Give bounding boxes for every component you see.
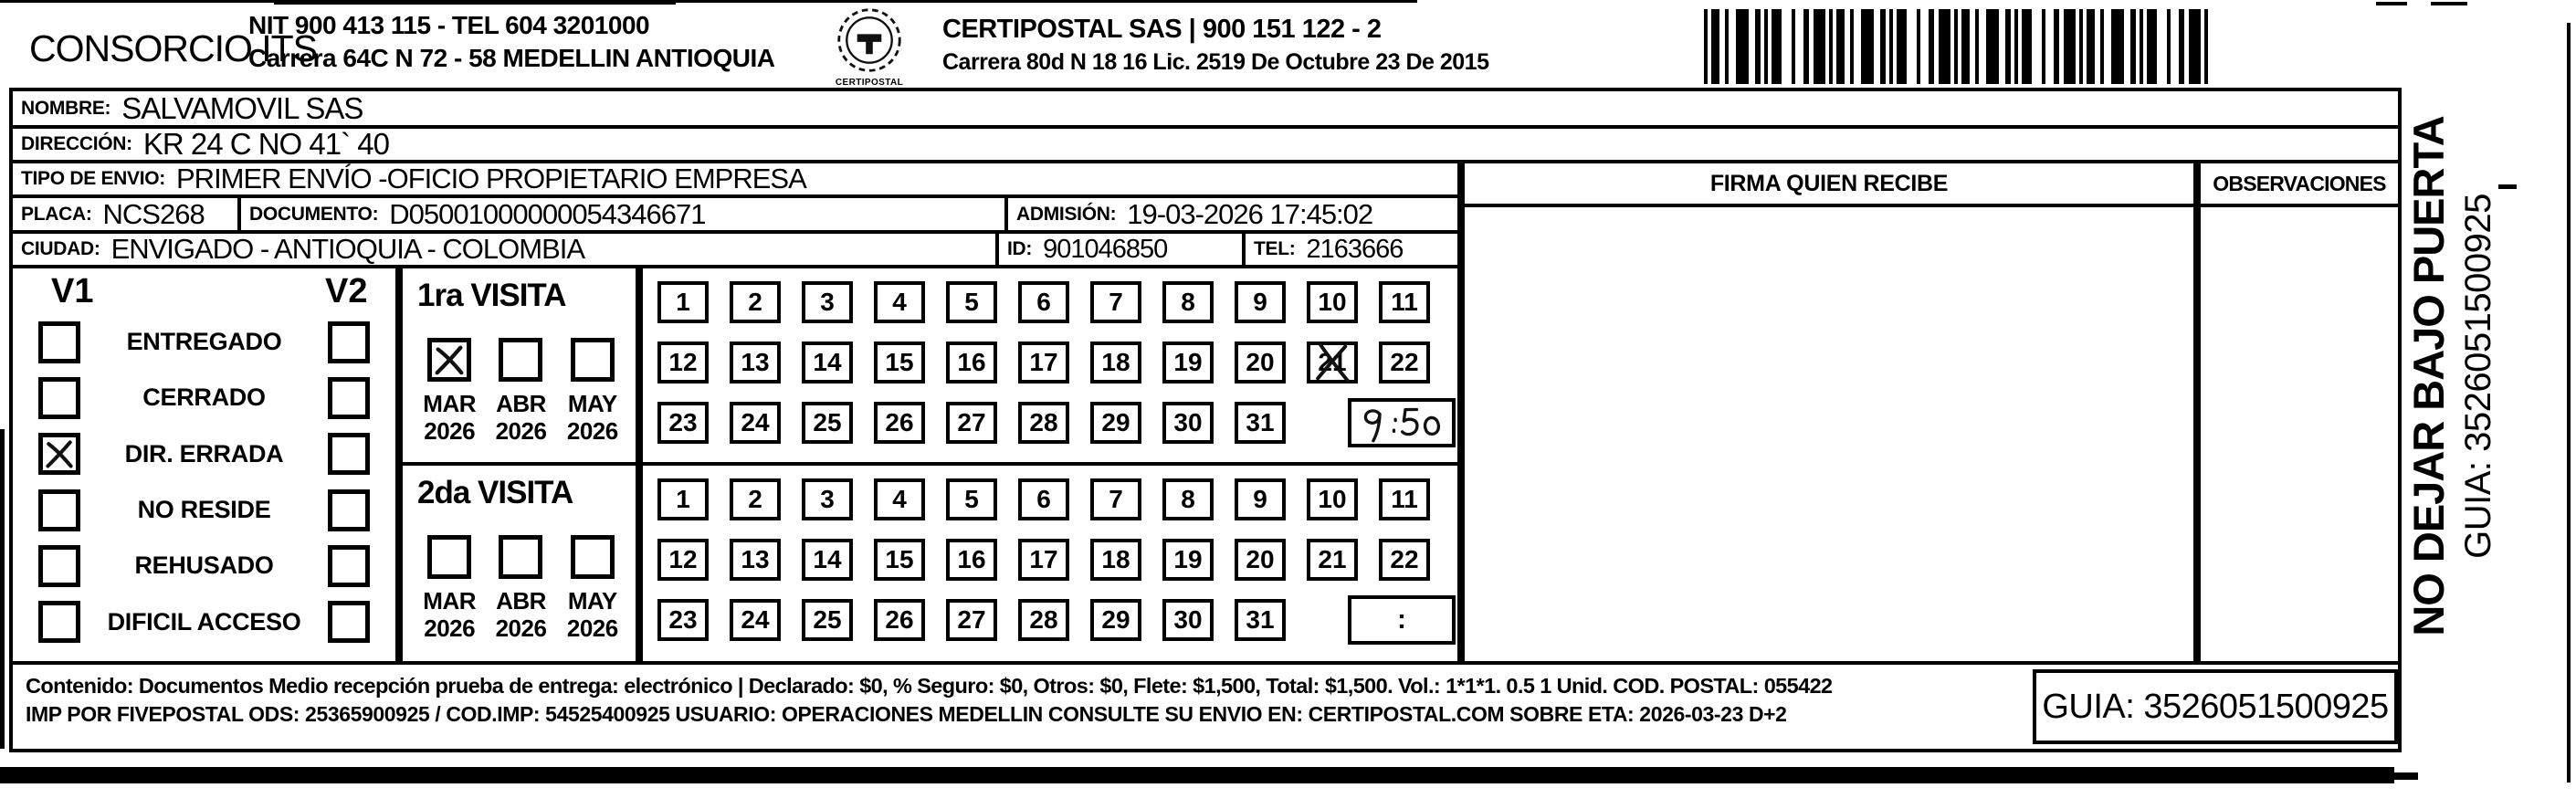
barcode-bar [2189, 9, 2201, 84]
barcode-bar [1954, 9, 1958, 84]
day-cell-2: 2 [730, 281, 781, 323]
day-cell-6: 6 [1018, 281, 1069, 323]
status-option-row [38, 321, 370, 363]
month-checkbox-mar [427, 535, 471, 579]
id-value: 901046850 [1043, 234, 1168, 264]
day-cell-14: 14 [802, 539, 853, 581]
day-cell-1: 1 [657, 281, 709, 323]
scan-top-edge-segment [274, 0, 676, 5]
barcode-bar [2022, 9, 2032, 84]
v1-checkbox-cerrado [38, 377, 80, 419]
carrier-address-line: Carrera 80d N 18 16 Lic. 2519 De Octubre 23 De 2015 [942, 49, 1489, 75]
scan-bottom-bar [0, 767, 2394, 783]
day-cell-1: 1 [657, 478, 709, 520]
barcode-bar [1755, 9, 1761, 84]
documento-cell [237, 194, 1008, 234]
sender-company-name: CONSORCIO ITS [29, 27, 318, 69]
barcode-bar [1850, 9, 1854, 84]
carrier-name-line: CERTIPOSTAL SAS | 900 151 122 - 2 [942, 15, 1382, 44]
sender-address: Carrera 64C N 72 - 58 MEDELLIN ANTIOQUIA [248, 44, 775, 72]
status-option-label: CERRADO [142, 383, 266, 412]
side-note-guia: GUIA: 3526051500925 [2458, 194, 2498, 559]
certipostal-logo [831, 5, 908, 95]
month-option-mar [414, 535, 485, 642]
day-cell-3: 3 [802, 281, 853, 323]
month-label: MAR [423, 390, 477, 417]
barcode-bar [2064, 9, 2076, 84]
barcode-bar [1736, 9, 1749, 84]
nombre-label: NOMBRE: [21, 97, 111, 119]
day-cell-22: 22 [1379, 341, 1430, 383]
day-cell-9: 9 [1235, 478, 1286, 520]
first-visit-months [414, 338, 628, 445]
v2-checkbox-cerrado [328, 377, 370, 419]
status-option-row [38, 377, 370, 419]
v2-checkbox-no-reside [328, 489, 370, 531]
month-checkbox-abr [499, 535, 542, 579]
day-cell-14: 14 [802, 341, 853, 383]
day-cell-18: 18 [1090, 539, 1141, 581]
barcode-bar [1939, 9, 1950, 84]
barcode-bar [1975, 9, 1979, 84]
handwritten-time [1352, 402, 1451, 444]
barcode-bar [2054, 9, 2059, 84]
day-cell-29: 29 [1090, 402, 1141, 444]
scan-left-edge-line [0, 429, 5, 749]
day-cell-31: 31 [1235, 402, 1286, 444]
day-cell-12: 12 [657, 341, 709, 383]
barcode-bar [1711, 9, 1719, 84]
side-note-rotated-block [2403, 86, 2511, 667]
second-visit-months [414, 535, 628, 642]
admision-value: 19-03-2026 17:45:02 [1127, 197, 1373, 230]
day-cell-5: 5 [946, 281, 997, 323]
scan-top-dash-1 [2376, 2, 2407, 5]
month-label: ABR [496, 390, 546, 417]
day-row [657, 599, 1286, 641]
observaciones-header: OBSERVACIONES [2201, 163, 2398, 207]
first-visit-panel [399, 265, 639, 466]
month-year: 2026 [566, 417, 618, 445]
barcode-bar [2100, 9, 2104, 84]
day-row [657, 478, 1430, 520]
second-visit-panel [399, 462, 639, 665]
month-year: 2026 [495, 615, 547, 642]
ciudad-value: ENVIGADO - ANTIOQUIA - COLOMBIA [110, 233, 585, 265]
month-year: 2026 [566, 615, 618, 642]
visit-time-box [1348, 398, 1456, 447]
barcode-bar [1861, 9, 1874, 84]
id-cell [995, 230, 1246, 268]
firma-blank-area [1465, 207, 2193, 216]
day-cell-19: 19 [1162, 539, 1214, 581]
day-cell-2: 2 [730, 478, 781, 520]
handwritten-x-mark [43, 437, 76, 470]
firma-column [1461, 160, 2197, 665]
barcode-bar [2204, 9, 2208, 84]
barcode-bar [1725, 9, 1729, 84]
placa-cell [9, 194, 241, 234]
barcode-bar [1917, 9, 1920, 84]
day-cell-24: 24 [730, 402, 781, 444]
day-cell-4: 4 [874, 478, 925, 520]
month-checkbox-may [571, 338, 615, 382]
month-option-abr [485, 338, 556, 445]
day-cell-31: 31 [1235, 599, 1286, 641]
day-cell-7: 7 [1090, 281, 1141, 323]
guia-number: GUIA: 3526051500925 [2042, 687, 2389, 726]
barcode-bar [2179, 9, 2184, 84]
handwritten-x-mark [432, 342, 467, 377]
day-cell-12: 12 [657, 539, 709, 581]
first-visit-day-grid [639, 265, 1461, 466]
day-cell-29: 29 [1090, 599, 1141, 641]
day-cell-21: 21 [1307, 341, 1358, 383]
barcode-bar [2140, 9, 2143, 84]
tel-value: 2163666 [1306, 234, 1404, 264]
documento-label: DOCUMENTO: [249, 203, 379, 225]
day-row [657, 341, 1430, 383]
month-label: MAY [567, 587, 617, 615]
certipostal-logo-text: CERTIPOSTAL [835, 78, 904, 88]
admision-label: ADMISIÓN: [1016, 203, 1117, 225]
firma-header: FIRMA QUIEN RECIBE [1465, 163, 2193, 207]
day-cell-28: 28 [1018, 599, 1069, 641]
day-cell-23: 23 [657, 599, 709, 641]
tracking-barcode [1704, 9, 2224, 84]
month-year: 2026 [424, 615, 476, 642]
scan-right-edge-line [2567, 23, 2571, 783]
placa-value: NCS268 [102, 197, 205, 230]
barcode-bar [2042, 9, 2045, 84]
time-placeholder-colon: : [1397, 604, 1406, 635]
barcode-bar [1772, 9, 1782, 84]
side-note [2403, 86, 2511, 667]
day-cell-24: 24 [730, 599, 781, 641]
tel-cell [1242, 230, 1461, 268]
v1-checkbox-dificil-acceso [38, 601, 80, 643]
status-option-row [38, 601, 370, 643]
day-cell-27: 27 [946, 599, 997, 641]
admision-cell [1004, 194, 1461, 234]
day-cell-30: 30 [1162, 402, 1214, 444]
observaciones-column [2197, 160, 2402, 665]
month-year: 2026 [424, 417, 476, 445]
month-checkbox-may [571, 535, 615, 579]
second-visit-title: 2da VISITA [417, 475, 573, 510]
v1-checkbox-no-reside [38, 489, 80, 531]
day-cell-27: 27 [946, 402, 997, 444]
tipo-envio-value: PRIMER ENVÍO -OFICIO PROPIETARIO EMPRESA [176, 163, 806, 194]
status-option-label: REHUSADO [134, 552, 274, 580]
scan-top-edge-line [0, 0, 1417, 3]
day-cell-20: 20 [1235, 341, 1286, 383]
barcode-bar [1897, 9, 1907, 84]
day-cell-5: 5 [946, 478, 997, 520]
barcode-bar [2147, 9, 2157, 84]
status-option-label: NO RESIDE [137, 496, 271, 524]
second-visit-day-grid [639, 462, 1461, 665]
barcode-bar [1803, 9, 1809, 84]
month-label: MAY [567, 390, 617, 417]
barcode-bar [2087, 9, 2095, 84]
barcode-bar [2079, 9, 2083, 84]
status-option-label: ENTREGADO [126, 328, 282, 356]
barcode-bar [2005, 9, 2011, 84]
day-cell-6: 6 [1018, 478, 1069, 520]
v2-checkbox-dir-errada [328, 433, 370, 475]
v1-checkbox-rehusado [38, 545, 80, 587]
observaciones-blank-area [2201, 207, 2398, 216]
scan-top-dash-2 [2431, 2, 2467, 5]
day-cell-4: 4 [874, 281, 925, 323]
day-cell-3: 3 [802, 478, 853, 520]
barcode-bar [1792, 9, 1795, 84]
day-cell-26: 26 [874, 402, 925, 444]
visit2-column-header: V2 [325, 272, 368, 310]
status-option-row [38, 489, 370, 531]
day-row [657, 539, 1430, 581]
status-option-row [38, 433, 370, 475]
nombre-row [9, 88, 2402, 129]
day-cell-8: 8 [1162, 281, 1214, 323]
day-cell-9: 9 [1235, 281, 1286, 323]
status-option-row [38, 545, 370, 587]
day-cell-19: 19 [1162, 341, 1214, 383]
day-row [657, 281, 1430, 323]
day-cell-15: 15 [874, 341, 925, 383]
placa-label: PLACA: [21, 203, 92, 225]
day-cell-30: 30 [1162, 599, 1214, 641]
footer-imp-line: IMP POR FIVEPOSTAL ODS: 25365900925 / COD.IMP: 54525400925 USUARIO: OPERACIONES MEDELLIN CONSULTE SU ENVIO EN: CERTIPOSTAL.COM SOBRE ETA: 2026-03-23 D+2 [26, 702, 1787, 726]
month-option-mar [414, 338, 485, 445]
month-checkbox-mar [427, 338, 471, 382]
month-year: 2026 [495, 417, 547, 445]
delivery-status-options [13, 314, 395, 650]
day-cell-25: 25 [802, 402, 853, 444]
day-cell-7: 7 [1090, 478, 1141, 520]
first-visit-title: 1ra VISITA [417, 278, 566, 313]
certipostal-logo-icon [835, 5, 904, 75]
day-cell-26: 26 [874, 599, 925, 641]
barcode-bar [1961, 9, 1970, 84]
v2-checkbox-rehusado [328, 545, 370, 587]
day-cell-28: 28 [1018, 402, 1069, 444]
ciudad-cell [9, 230, 999, 268]
id-label: ID: [1007, 238, 1033, 259]
sender-nit-tel: NIT 900 413 115 - TEL 604 3201000 [248, 11, 650, 39]
barcode-bar [1814, 9, 1825, 84]
day-cell-21: 21 [1307, 539, 1358, 581]
barcode-bar [1986, 9, 1999, 84]
visit-time-box [1348, 595, 1456, 645]
day-cell-13: 13 [730, 539, 781, 581]
day-cell-22: 22 [1379, 539, 1430, 581]
v1-checkbox-dir-errada [38, 433, 80, 475]
scan-bottom-bar-tail [2394, 772, 2418, 780]
day-cell-17: 17 [1018, 539, 1069, 581]
day-cell-17: 17 [1018, 341, 1069, 383]
nombre-value: SALVAMOVIL SAS [121, 90, 363, 125]
barcode-bar [2167, 9, 2171, 84]
visit1-column-header: V1 [51, 272, 94, 310]
barcode-bar [1836, 9, 1845, 84]
v2-checkbox-entregado [328, 321, 370, 363]
barcode-bar [1929, 9, 1934, 84]
month-label: ABR [496, 587, 546, 615]
day-row [657, 402, 1286, 444]
ciudad-label: CIUDAD: [21, 238, 100, 259]
day-cell-16: 16 [946, 539, 997, 581]
day-cell-15: 15 [874, 539, 925, 581]
day-cell-13: 13 [730, 341, 781, 383]
direccion-label: DIRECCIÓN: [21, 133, 132, 154]
day-cell-25: 25 [802, 599, 853, 641]
day-cell-18: 18 [1090, 341, 1141, 383]
barcode-bar [1880, 9, 1886, 84]
tel-label: TEL: [1254, 238, 1296, 259]
month-option-may [557, 338, 628, 445]
tipo-envio-label: TIPO DE ENVIO: [21, 168, 165, 189]
barcode-bar [1829, 9, 1833, 84]
day-cell-11: 11 [1379, 281, 1430, 323]
barcode-bar [1764, 9, 1768, 84]
barcode-bar [1889, 9, 1893, 84]
documento-value: D05001000000054346671 [389, 197, 706, 230]
day-cell-8: 8 [1162, 478, 1214, 520]
month-checkbox-abr [499, 338, 542, 382]
day-cell-10: 10 [1307, 478, 1358, 520]
footer-text-block [26, 671, 2025, 728]
month-option-may [557, 535, 628, 642]
footer-content-line: Contenido: Documentos Medio recepción prueba de entrega: electrónico | Declarado: $0, % Seguro: $0, Otros: $0, Flete: $1,500, Total: $1,500. Vol.: 1*1*1. 0.5 1 Unid. COD. POSTAL: 055422 [26, 674, 1833, 698]
status-option-label: DIR. ERRADA [124, 439, 284, 468]
v2-checkbox-dificil-acceso [328, 601, 370, 643]
direccion-row [9, 125, 2402, 163]
barcode-bar [2130, 9, 2136, 84]
day-cell-20: 20 [1235, 539, 1286, 581]
handwritten-x-over-day [1310, 345, 1354, 380]
status-option-label: DIFICIL ACCESO [107, 607, 301, 636]
side-note-warning: NO DEJAR BAJO PUERTA [2404, 116, 2453, 636]
day-cell-11: 11 [1379, 478, 1430, 520]
month-option-abr [485, 535, 556, 642]
barcode-bar [2111, 9, 2124, 84]
barcode-bar [2014, 9, 2018, 84]
delivery-status-panel [9, 265, 399, 665]
tipo-envio-row [9, 160, 1461, 198]
guia-box [2033, 669, 2398, 744]
direccion-value: KR 24 C NO 41` 40 [142, 127, 389, 161]
v1-checkbox-entregado [38, 321, 80, 363]
day-cell-16: 16 [946, 341, 997, 383]
day-cell-10: 10 [1307, 281, 1358, 323]
barcode-bar [1704, 9, 1708, 84]
day-cell-23: 23 [657, 402, 709, 444]
month-label: MAR [423, 587, 477, 615]
